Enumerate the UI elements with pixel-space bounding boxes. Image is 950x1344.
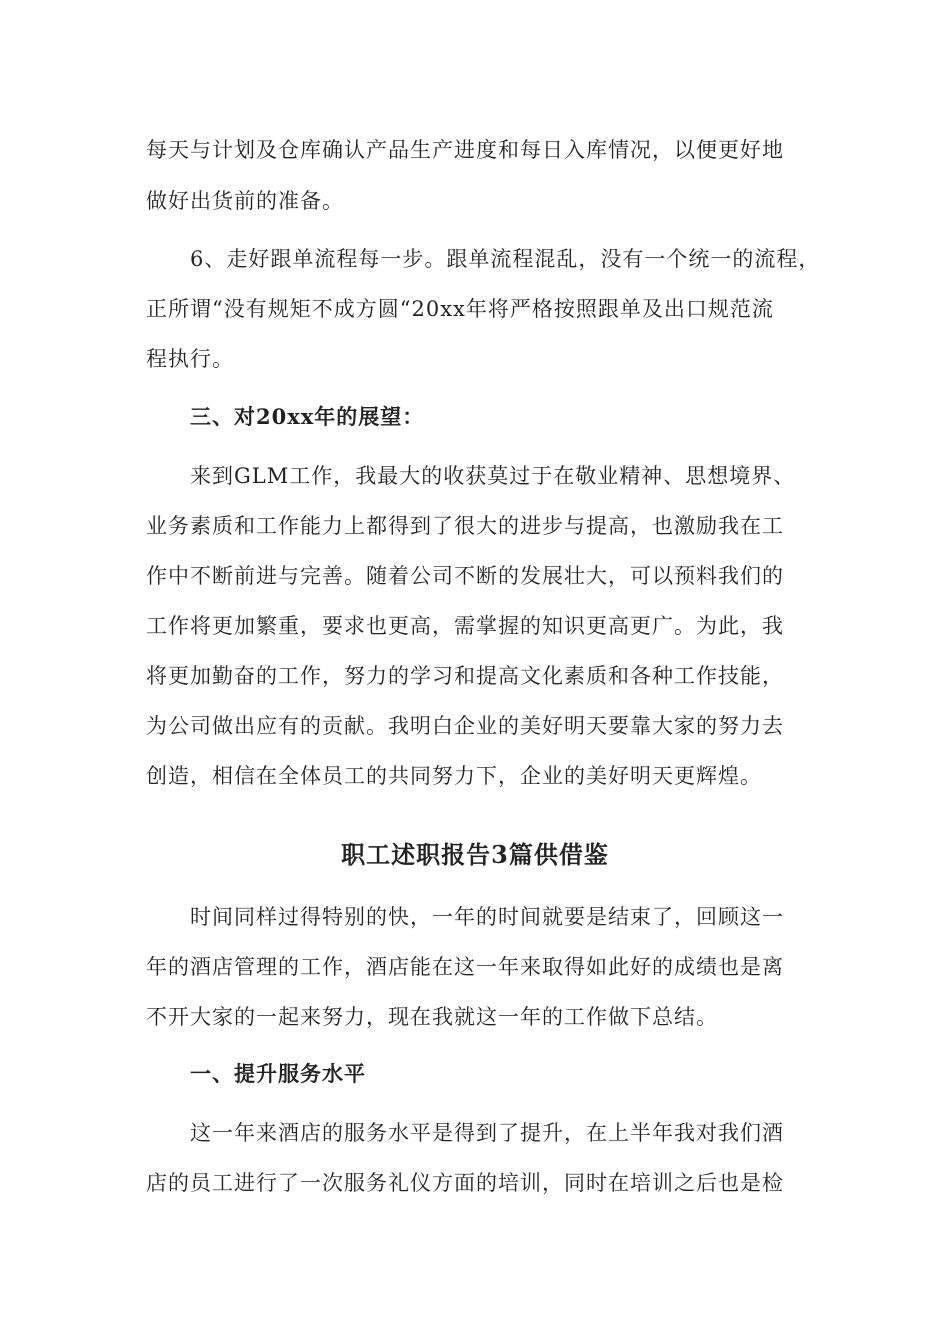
paragraph-3-line-4: 工作将更加繁重，要求也更高，需掌握的知识更高更广。为此，我 (146, 614, 784, 638)
section-title: 职工述职报告3篇供借鉴 (341, 840, 609, 869)
paragraph-3-line-5: 将更加勤奋的工作，努力的学习和提高文化素质和各种工作技能， (146, 664, 784, 688)
paragraph-4-line-3: 不开大家的一起来努力，现在我就这一年的工作做下总结。 (146, 1005, 718, 1029)
paragraph-5-line-1: 这一年来酒店的服务水平是得到了提升，在上半年我对我们酒 (190, 1121, 784, 1145)
heading-outlook: 三、对20xx年的展望： (190, 404, 425, 429)
paragraph-3-line-2: 业务素质和工作能力上都得到了很大的进步与提高，也激励我在工 (146, 514, 784, 538)
paragraph-3-line-3: 作中不断前进与完善。随着公司不断的发展壮大，可以预料我们的 (146, 564, 784, 588)
paragraph-2-line-1: 6、走好跟单流程每一步。跟单流程混乱，没有一个统一的流程， (190, 247, 821, 271)
paragraph-2-line-3: 程执行。 (146, 347, 234, 371)
paragraph-3-line-7: 创造，相信在全体员工的共同努力下，企业的美好明天更辉煌。 (146, 764, 762, 788)
paragraph-4-line-1: 时间同样过得特别的快，一年的时间就要是结束了，回顾这一 (190, 905, 784, 929)
heading-improve-service: 一、提升服务水平 (190, 1061, 366, 1086)
paragraph-3-line-1: 来到GLM工作，我最大的收获莫过于在敬业精神、思想境界、 (190, 464, 796, 488)
paragraph-5-line-2: 店的员工进行了一次服务礼仪方面的培训，同时在培训之后也是检 (146, 1171, 784, 1195)
paragraph-3-line-6: 为公司做出应有的贡献。我明白企业的美好明天要靠大家的努力去 (146, 714, 784, 738)
paragraph-2-line-2: 正所谓“没有规矩不成方圆“20xx年将严格按照跟单及出口规范流 (146, 297, 774, 321)
paragraph-1-line-1: 每天与计划及仓库确认产品生产进度和每日入库情况，以便更好地 (146, 138, 784, 162)
paragraph-4-line-2: 年的酒店管理的工作，酒店能在这一年来取得如此好的成绩也是离 (146, 955, 784, 979)
paragraph-1-line-2: 做好出货前的准备。 (146, 189, 344, 213)
